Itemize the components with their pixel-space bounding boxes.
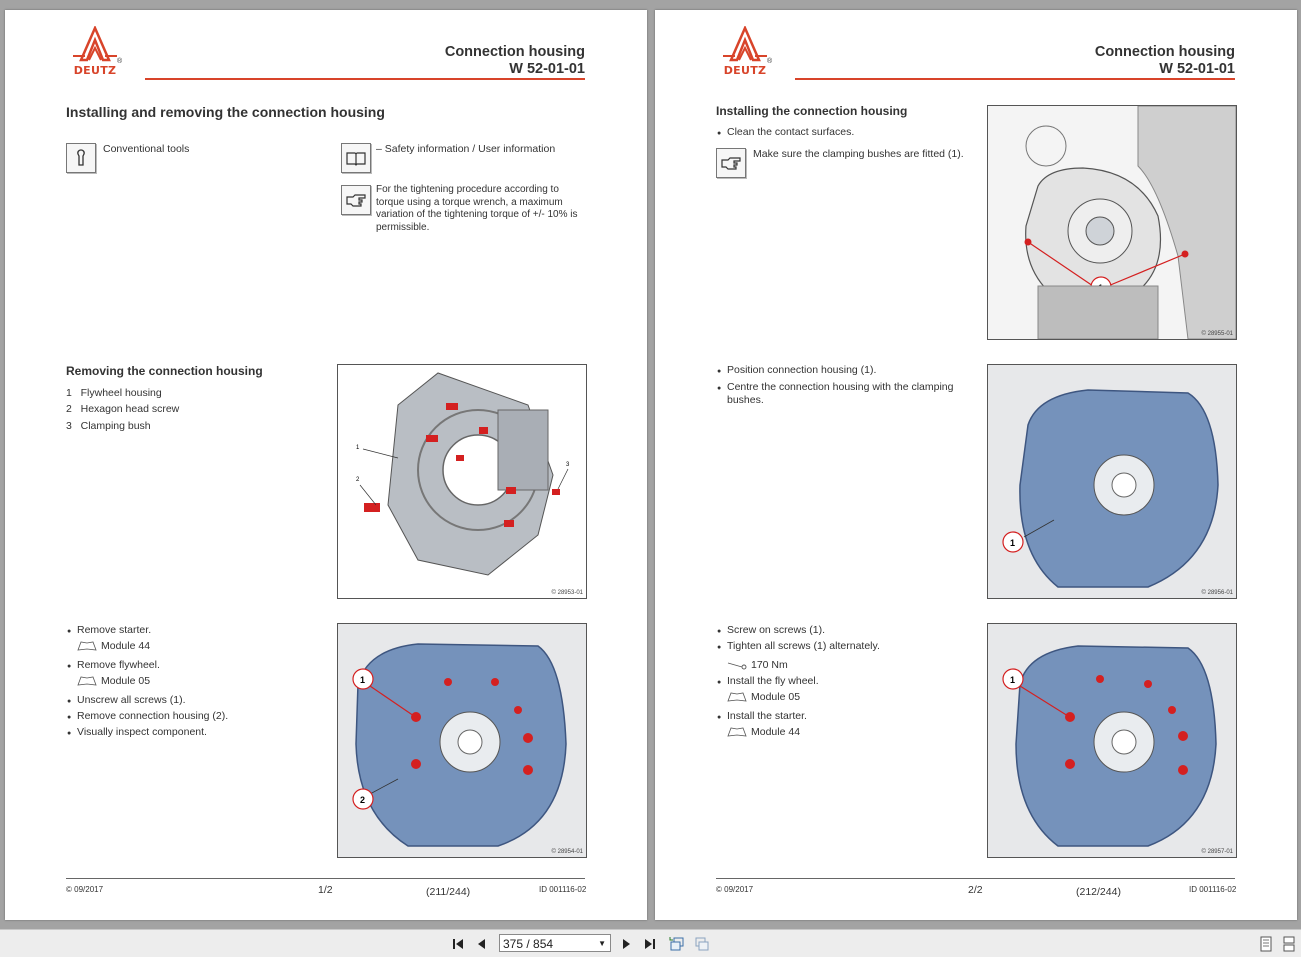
step-remove-housing: ● Remove connection housing (2). [77,710,228,723]
module-ref-44 [77,640,150,652]
continuous-view-icon[interactable] [1281,936,1297,952]
removing-heading: Removing the connection housing [66,364,263,378]
legend-text: Flywheel housing [80,387,162,399]
brand-name: DEUTZ [723,64,767,77]
note-clamping-bushes: Make sure the clamping bushes are fitted (1). [753,148,964,160]
book-icon [341,143,371,173]
footer-id: ID 001116-02 [1189,885,1237,894]
legend-text: Hexagon head screw [80,403,180,415]
previous-page-icon[interactable] [474,936,490,952]
figure-position-housing [987,364,1237,599]
footer-id: ID 001116-02 [539,885,587,894]
step-install-starter: ● Install the starter. [727,710,807,723]
footer-date: © 09/2017 [716,885,754,894]
document-page-right [655,10,1297,920]
main-heading: Installing and removing the connection housing [66,104,385,120]
fig-label: 1 [360,675,366,685]
header-code: W 52-01-01 [1159,61,1235,77]
step-centre-housing: ● Centre the connection housing with the clamping bushes. [727,381,967,407]
module-ref-text: Module 05 [101,675,151,687]
figure-id: © 28956-01 [1201,590,1233,596]
footer-rule [716,878,1235,879]
wrench-icon [66,143,96,173]
step-remove-flywheel: ● Remove flywheel. [77,659,160,672]
legend-num: 1 [66,387,72,399]
open-book-icon [77,676,97,686]
module-ref-05 [727,691,800,703]
module-ref-05 [77,675,150,687]
figure-flywheel-housing-exploded [337,364,587,599]
deutz-logo [715,26,775,78]
fig-label: 2 [356,477,360,483]
figure-id: © 28955-01 [1201,331,1233,337]
page-indicator-text: 375 / 854 [503,937,554,951]
pointing-hand-icon [716,148,746,178]
torque-value: 170 Nm [751,659,788,671]
open-book-icon [727,692,747,702]
open-book-icon [77,641,97,651]
footer-total: (212/244) [1076,886,1121,898]
viewer-toolbar [0,929,1301,957]
fig-label: 3 [566,462,570,468]
footer-total: (211/244) [426,886,471,898]
figure-id: © 28957-01 [1201,849,1233,855]
legend-num: 3 [66,420,72,432]
module-ref-text: Module 44 [751,726,801,738]
back-view-icon[interactable] [669,936,685,952]
footer-page: 2/2 [968,884,983,896]
tightening-note: For the tightening procedure according to torque using a torque wrench, a maximum variation of the tightening torque of +/- 10% is permissible. [376,184,578,233]
header-title-block [1095,44,1235,78]
document-page-left [5,10,647,920]
step-clean-surfaces: ● Clean the contact surfaces. [727,126,854,139]
fig-label: 1 [356,445,360,451]
legend-item-3 [66,420,151,433]
last-page-icon[interactable] [642,936,658,952]
figure-id: © 28954-01 [551,849,583,855]
step-unscrew: ● Unscrew all screws (1). [77,694,186,707]
first-page-icon[interactable] [450,936,466,952]
figure-id: © 28953-01 [551,590,583,596]
deutz-logo [65,26,125,78]
footer-date: © 09/2017 [66,885,104,894]
legend-num: 2 [66,403,72,415]
safety-info-label: – Safety information / User information [376,143,556,155]
figure-housing-removal [337,623,587,858]
header-title: Connection housing [444,44,585,60]
forward-view-icon[interactable] [694,936,710,952]
fig-label: 1 [1010,538,1016,548]
step-install-flywheel: ● Install the fly wheel. [727,675,819,688]
header-rule [795,78,1235,80]
installing-heading: Installing the connection housing [716,104,908,118]
module-ref-text: Module 05 [751,691,801,703]
fig-label: 1 [1010,675,1016,685]
torque-wrench-icon [727,660,747,670]
chevron-down-icon: ▼ [598,939,606,948]
brand-name: DEUTZ [73,64,117,77]
next-page-icon[interactable] [618,936,634,952]
registered-mark: ® [117,58,123,65]
pointing-hand-icon [341,185,371,215]
footer-rule [66,878,585,879]
step-inspect: ● Visually inspect component. [77,726,207,739]
fig-label: 2 [360,795,366,805]
legend-item-2 [66,403,179,416]
footer-page: 1/2 [318,884,333,896]
header-title-block [445,44,585,78]
page-number-select[interactable] [499,934,611,952]
registered-mark: ® [767,58,773,65]
header-rule [145,78,585,80]
single-page-view-icon[interactable] [1258,936,1274,952]
torque-spec [727,659,788,671]
step-position-housing: ● Position connection housing (1). [727,364,876,377]
header-title: Connection housing [1094,44,1235,60]
step-tighten: ● Tighten all screws (1) alternately. [727,640,880,653]
step-remove-starter: ● Remove starter. [77,624,151,637]
figure-tighten-screws [987,623,1237,858]
header-code: W 52-01-01 [509,61,585,77]
step-screw-on: ● Screw on screws (1). [727,624,825,637]
open-book-icon [727,727,747,737]
tools-label: Conventional tools [103,143,190,155]
module-ref-44 [727,726,800,738]
figure-clamping-bushes [987,105,1237,340]
legend-text: Clamping bush [80,420,151,432]
module-ref-text: Module 44 [101,640,151,652]
legend-item-1 [66,387,162,400]
